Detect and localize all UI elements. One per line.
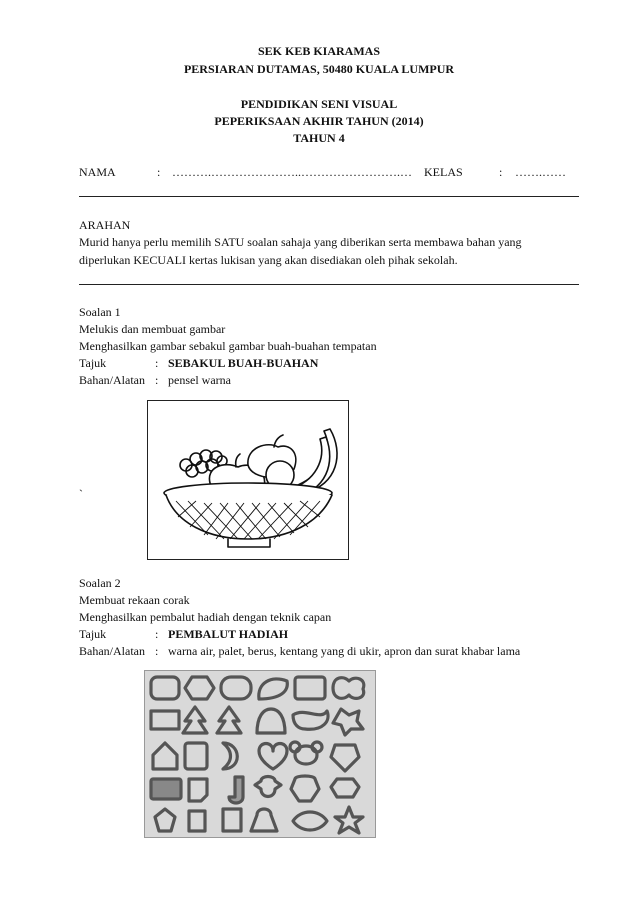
q1-materials-label: Bahan/Alatan [79, 373, 145, 387]
divider-top [79, 196, 579, 197]
class-blank: …….…… [515, 165, 566, 179]
divider-bottom [79, 284, 579, 285]
q1-number: Soalan 1 [79, 305, 121, 319]
school-name: SEK KEB KIARAMAS [257, 44, 381, 58]
q2-title-colon: : [155, 627, 159, 641]
exam-title: PEPERIKSAAN AKHIR TAHUN (2014) [214, 114, 424, 128]
instructions-line-1: Murid hanya perlu memilih SATU soalan sahaja yang diberikan serta membawa bahan yang [79, 235, 522, 249]
year-level: TAHUN 4 [293, 131, 345, 145]
fruit-basket-icon [148, 401, 348, 559]
q2-materials-value: warna air, palet, berus, kentang yang di ukir, apron dan surat khabar lama [168, 644, 521, 658]
q1-description: Menghasilkan gambar sebakul gambar buah-buahan tempatan [79, 339, 377, 353]
q2-task: Membuat rekaan corak [79, 593, 190, 607]
name-label: NAMA [79, 165, 116, 179]
q2-number: Soalan 2 [79, 576, 121, 590]
q1-task: Melukis dan membuat gambar [79, 322, 226, 336]
q2-title-value: PEMBALUT HADIAH [168, 627, 289, 641]
q2-materials-label: Bahan/Alatan [79, 644, 145, 658]
class-colon: : [499, 165, 503, 179]
q1-materials-colon: : [155, 373, 159, 387]
q2-materials-colon: : [155, 644, 159, 658]
instructions-heading: ARAHAN [79, 218, 131, 232]
name-colon: : [157, 165, 161, 179]
subject-title: PENDIDIKAN SENI VISUAL [240, 97, 398, 111]
school-address: PERSIARAN DUTAMAS, 50480 KUALA LUMPUR [183, 62, 455, 76]
q1-title-colon: : [155, 356, 159, 370]
name-blank: ……….…………………..…………………….… [172, 165, 412, 179]
class-label: KELAS [424, 165, 463, 179]
q2-title-label: Tajuk [79, 627, 107, 641]
q1-stray-mark: ` [79, 487, 83, 501]
q1-title-value: SEBAKUL BUAH-BUAHAN [168, 356, 319, 370]
q1-title-label: Tajuk [79, 356, 107, 370]
cookie-cutters-icon [145, 671, 375, 837]
cookie-cutters-image [144, 670, 376, 838]
instructions-line-2: diperlukan KECUALI kertas lukisan yang akan disediakan oleh pihak sekolah. [79, 253, 458, 267]
q1-materials-value: pensel warna [168, 373, 231, 387]
fruit-basket-image [147, 400, 349, 560]
q2-description: Menghasilkan pembalut hadiah dengan teknik capan [79, 610, 332, 624]
